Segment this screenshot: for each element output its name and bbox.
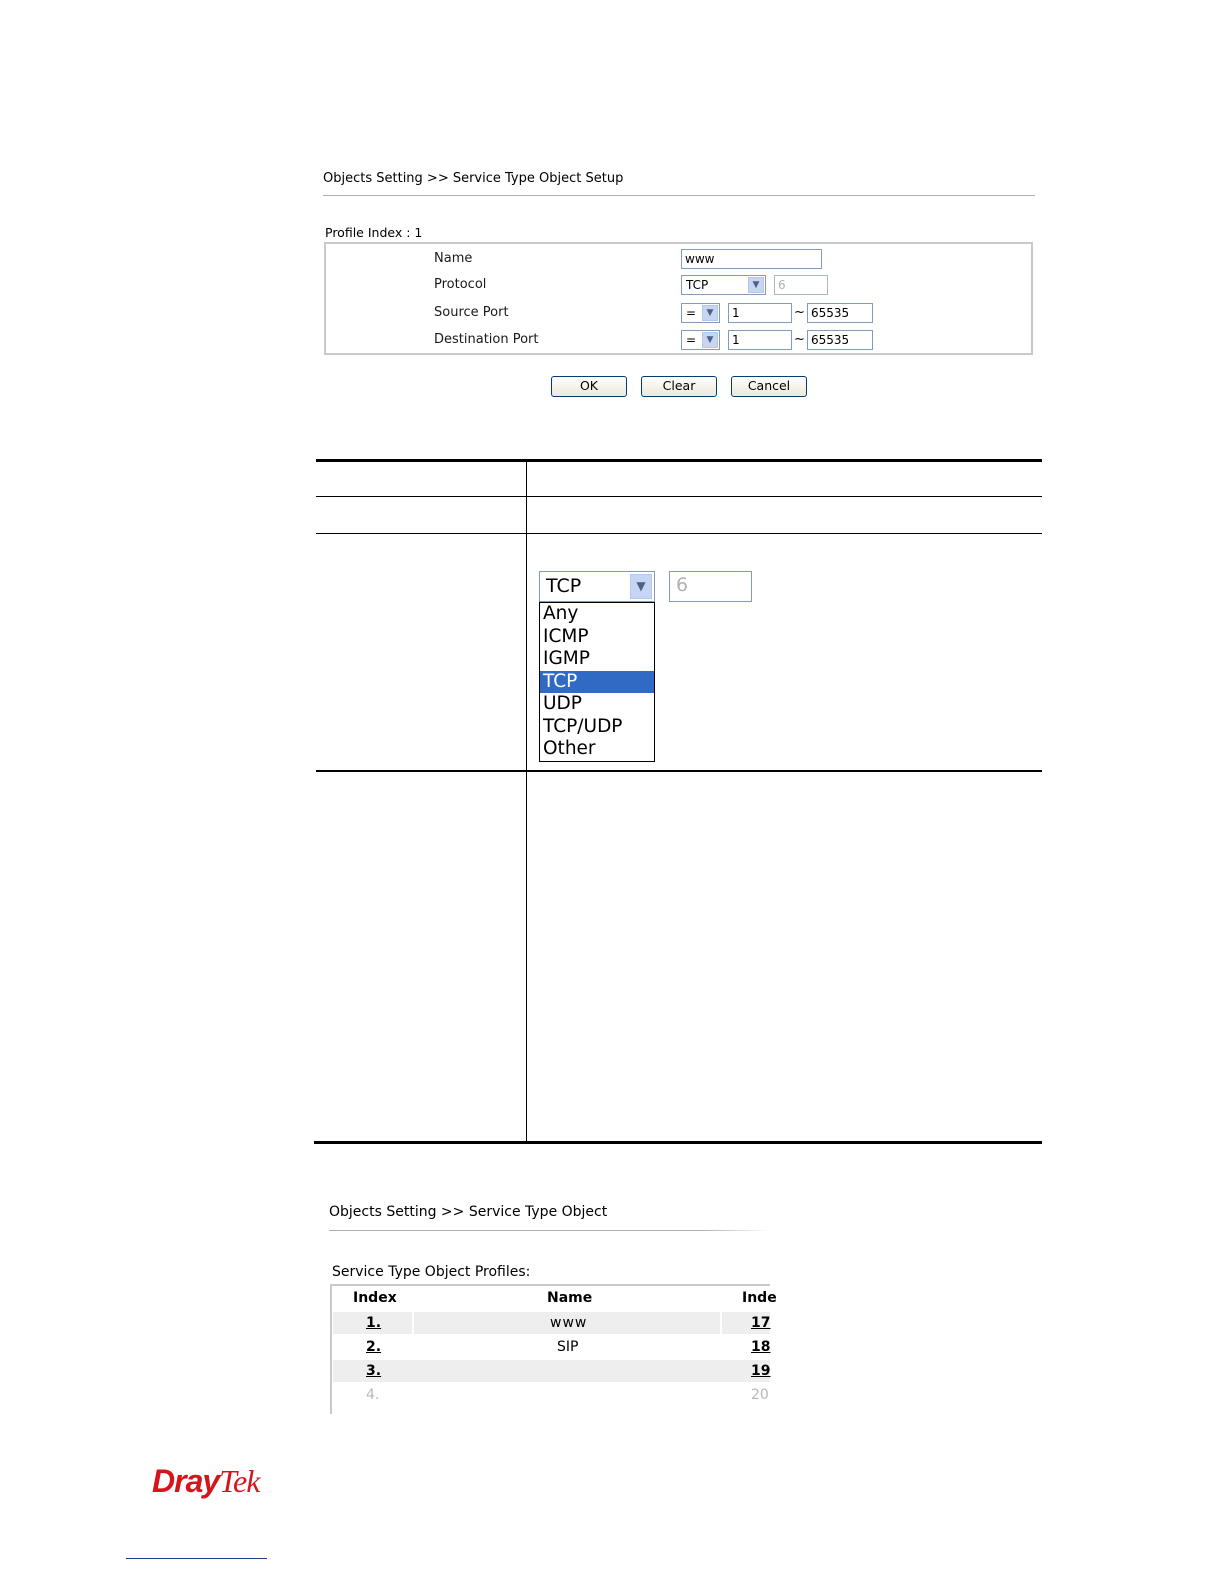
name-input[interactable]: www (681, 249, 822, 269)
protocol-option-any[interactable]: Any (543, 603, 579, 624)
row-1-name: www (550, 1315, 588, 1331)
source-port-start-input[interactable]: 1 (728, 303, 792, 323)
protocol-select[interactable] (681, 275, 766, 295)
protocol-select-value: TCP (686, 278, 709, 292)
profile-index-label: Profile Index : 1 (325, 225, 423, 240)
list-breadcrumb: Objects Setting >> Service Type Object (329, 1204, 608, 1220)
row-2-index-link[interactable]: 2. (366, 1339, 382, 1355)
destination-port-start-input[interactable]: 1 (728, 330, 792, 350)
name-label: Name (434, 251, 473, 266)
list-breadcrumb-divider (329, 1230, 769, 1231)
row-3-index-2-link[interactable]: 19 (751, 1363, 771, 1379)
protocol-option-tcp[interactable]: TCP (540, 671, 654, 694)
table-row (333, 1360, 770, 1382)
header-index-2: Inde (742, 1290, 777, 1306)
protocol-option-other[interactable]: Other (543, 738, 596, 759)
column-separator (412, 1312, 414, 1402)
protocol-option-udp[interactable]: UDP (543, 693, 582, 714)
breadcrumb-divider (323, 195, 1035, 196)
protocol-option-icmp[interactable]: ICMP (543, 625, 589, 647)
dest-range-separator: ~ (794, 332, 805, 347)
source-port-operator-select[interactable] (681, 303, 720, 323)
chevron-down-icon[interactable]: ▼ (748, 277, 764, 293)
chevron-down-icon[interactable]: ▼ (702, 332, 718, 348)
chevron-down-icon[interactable]: ▼ (702, 305, 718, 321)
setup-breadcrumb: Objects Setting >> Service Type Object Setup (323, 171, 624, 186)
table-bottom-rule (314, 1141, 1042, 1144)
table-row-rule (316, 496, 1042, 497)
header-index: Index (353, 1290, 397, 1306)
table-row-rule (316, 770, 1042, 772)
row-3-index-link[interactable]: 3. (366, 1363, 382, 1379)
source-port-end-input[interactable]: 65535 (807, 303, 873, 323)
protocol-dropdown[interactable] (539, 571, 655, 602)
cancel-button[interactable]: Cancel (731, 376, 807, 397)
header-name: Name (547, 1290, 593, 1306)
protocol-dropdown-value: TCP (546, 575, 582, 597)
table-top-rule (316, 459, 1042, 462)
column-separator (720, 1312, 722, 1402)
dest-operator-value: = (686, 333, 697, 347)
destination-port-operator-select[interactable] (681, 330, 720, 350)
table-row-rule (316, 533, 1042, 534)
ok-button[interactable]: OK (551, 376, 627, 397)
destination-port-end-input[interactable]: 65535 (807, 330, 873, 350)
chevron-down-icon[interactable]: ▼ (630, 574, 652, 599)
draytek-logo (152, 1463, 259, 1500)
row-4-index-2-link[interactable]: 20 (751, 1387, 769, 1403)
protocol-label: Protocol (434, 277, 487, 292)
row-1-index-2-link[interactable]: 17 (751, 1315, 771, 1331)
protocol-option-tcp-udp[interactable]: TCP/UDP (543, 715, 623, 737)
profiles-label: Service Type Object Profiles: (332, 1264, 531, 1280)
row-2-index-2-link[interactable]: 18 (751, 1339, 771, 1355)
setup-form-box (324, 242, 1033, 355)
footer-rule (126, 1558, 267, 1559)
table-column-rule (526, 461, 527, 1143)
row-2-name: SIP (557, 1339, 579, 1355)
protocol-options-list (539, 602, 655, 762)
row-1-index-link[interactable]: 1. (366, 1315, 382, 1331)
protocol-dropdown-number: 6 (669, 571, 752, 602)
destination-port-label: Destination Port (434, 332, 539, 347)
logo-dray: Dray (152, 1463, 220, 1499)
logo-tek: Tek (219, 1463, 260, 1499)
protocol-option-igmp[interactable]: IGMP (543, 648, 590, 669)
row-4-index-link[interactable]: 4. (366, 1387, 380, 1403)
protocol-number-input: 6 (774, 275, 828, 295)
source-range-separator: ~ (794, 305, 805, 320)
clear-button[interactable]: Clear (641, 376, 717, 397)
source-operator-value: = (686, 306, 697, 320)
source-port-label: Source Port (434, 305, 509, 320)
